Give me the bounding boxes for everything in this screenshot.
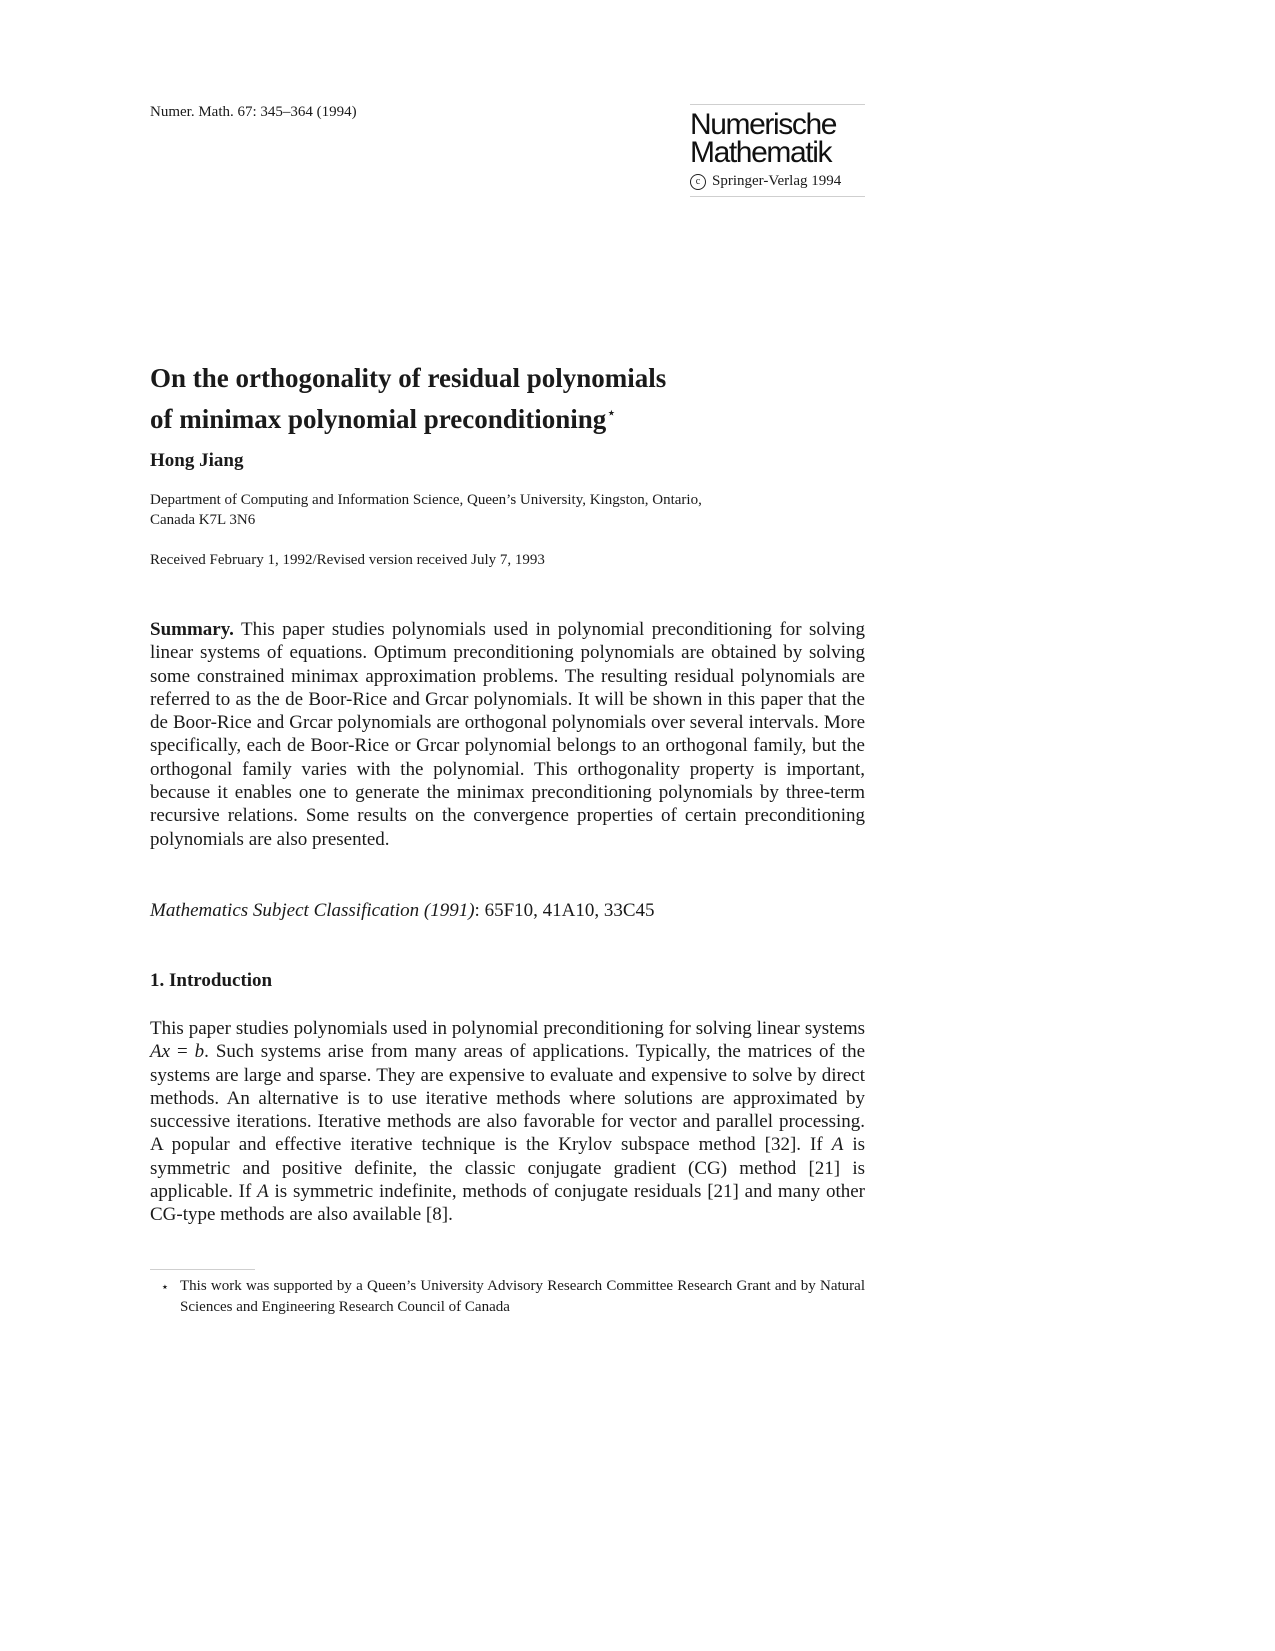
author-affiliation — [150, 490, 890, 530]
intro-text-4: is symmetric indefinite, methods of conjugate residuals [21] and many other CG-type methods are also available [8]. — [150, 1181, 865, 1226]
subject-classification — [150, 900, 655, 922]
footnote-rule — [150, 1269, 255, 1270]
footnote — [150, 1276, 865, 1318]
logo-bottom-rule — [690, 196, 865, 197]
matrix-variable-2: A — [257, 1181, 269, 1203]
journal-name-line1: Numerische — [690, 108, 837, 141]
journal-name-line2: Mathematik — [690, 136, 832, 169]
summary-text: This paper studies polynomials used in polynomial preconditioning for solving linear systems of equations. Optimum preconditioning polynomials are obtained by solving some constrained minimax approximation problems. The resulting residual polynomials are referred to as the de Boor-Rice and Grcar polynomials. It will be shown in this paper that the de Boor-Rice and Grcar polynomials are orthogonal polynomials over several intervals. More specifically, each de Boor-Rice or Grcar polynomial belongs to an orthogonal family, but the orthogonal family varies with the polynomial. This orthogonality property is important, because it enables one to generate the minimax preconditioning polynomials by three-term recursive relations. Some results on the convergence properties of certain preconditioning polynomials are also presented. — [150, 619, 865, 850]
summary-label: Summary. — [150, 619, 234, 640]
copyright-icon: c — [690, 174, 706, 190]
paper-title — [150, 360, 870, 437]
journal-citation: Numer. Math. 67: 345–364 (1994) — [150, 104, 357, 120]
matrix-variable-1: A — [831, 1134, 844, 1156]
footnote-mark: ⋆ — [160, 1279, 170, 1294]
title-line-2 — [150, 396, 870, 437]
affiliation-line-1: Department of Computing and Information Science, Queen’s University, Kingston, Ontario, — [150, 492, 702, 508]
footnote-text: This work was supported by a Queen’s University Advisory Research Committee Research Grant and by Natural Sciences and Engineering Research Council of Canada — [180, 1278, 865, 1315]
equation-lhs: Ax — [150, 1041, 171, 1063]
section-heading-introduction: 1. Introduction — [150, 970, 273, 991]
affiliation-line-2: Canada K7L 3N6 — [150, 512, 256, 528]
equation-equals: = — [170, 1041, 195, 1063]
journal-logo — [690, 104, 865, 197]
title-line-2-text: of minimax polynomial preconditioning — [150, 404, 607, 434]
summary-paragraph — [150, 618, 865, 851]
classification-label: Mathematics Subject Classification (1991) — [150, 900, 475, 921]
copyright-notice — [690, 173, 865, 190]
equation-rhs: b — [194, 1041, 205, 1063]
title-line-1: On the orthogonality of residual polynomials — [150, 363, 667, 393]
introduction-paragraph — [150, 1017, 865, 1227]
intro-text-3: is symmetric and positive definite, the classic conjugate gradient (CG) method [21] is applicable. If — [150, 1134, 865, 1203]
copyright-text: Springer-Verlag 1994 — [712, 173, 842, 189]
received-dates: Received February 1, 1992/Revised version received July 7, 1993 — [150, 552, 545, 568]
author-name: Hong Jiang — [150, 450, 244, 471]
intro-text-1: This paper studies polynomials used in polynomial preconditioning for solving linear systems — [150, 1018, 865, 1039]
classification-codes: : 65F10, 41A10, 33C45 — [474, 900, 655, 921]
intro-text-2: . Such systems arise from many areas of applications. Typically, the matrices of the systems are large and sparse. They are expensive to evaluate and expensive to solve by direct methods. An alternative is to use iterative methods where solutions are approximated by successive iterations. Iterative methods are also favorable for vector and parallel processing. A popular and effective iterative technique is the Krylov subspace method [32]. If — [150, 1041, 866, 1156]
title-footnote-mark: ⋆ — [606, 405, 617, 422]
